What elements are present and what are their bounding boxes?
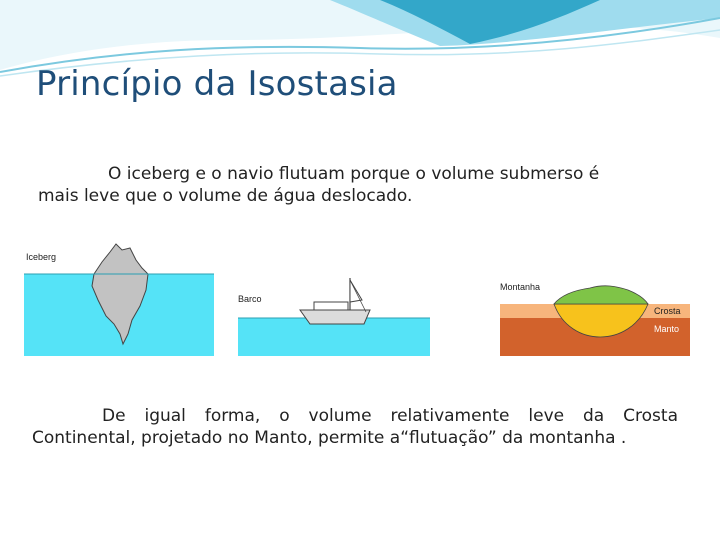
boat-label: Barco <box>238 294 262 304</box>
slide-title: Princípio da Isostasia <box>36 64 398 104</box>
mountain-panel <box>500 282 690 356</box>
crust-label: Crosta <box>654 306 681 316</box>
iceberg-panel <box>24 244 214 356</box>
iceberg-label: Iceberg <box>26 252 57 262</box>
isostasy-figure <box>24 238 694 360</box>
boat-shape <box>300 278 370 324</box>
boat-panel <box>238 278 430 356</box>
intro-paragraph <box>38 163 638 207</box>
mountain-shape <box>554 286 648 304</box>
closing-paragraph <box>32 405 678 449</box>
intro-text: O iceberg e o navio flutuam porque o volume submerso é mais leve que o volume de água deslocado. <box>38 164 600 206</box>
mountain-label: Montanha <box>500 282 541 292</box>
mantle-label: Manto <box>654 324 680 334</box>
closing-text: De igual forma, o volume relativamente leve da Crosta Continental, projetado no Manto, permite a“flutuação” da montanha . <box>32 406 678 448</box>
